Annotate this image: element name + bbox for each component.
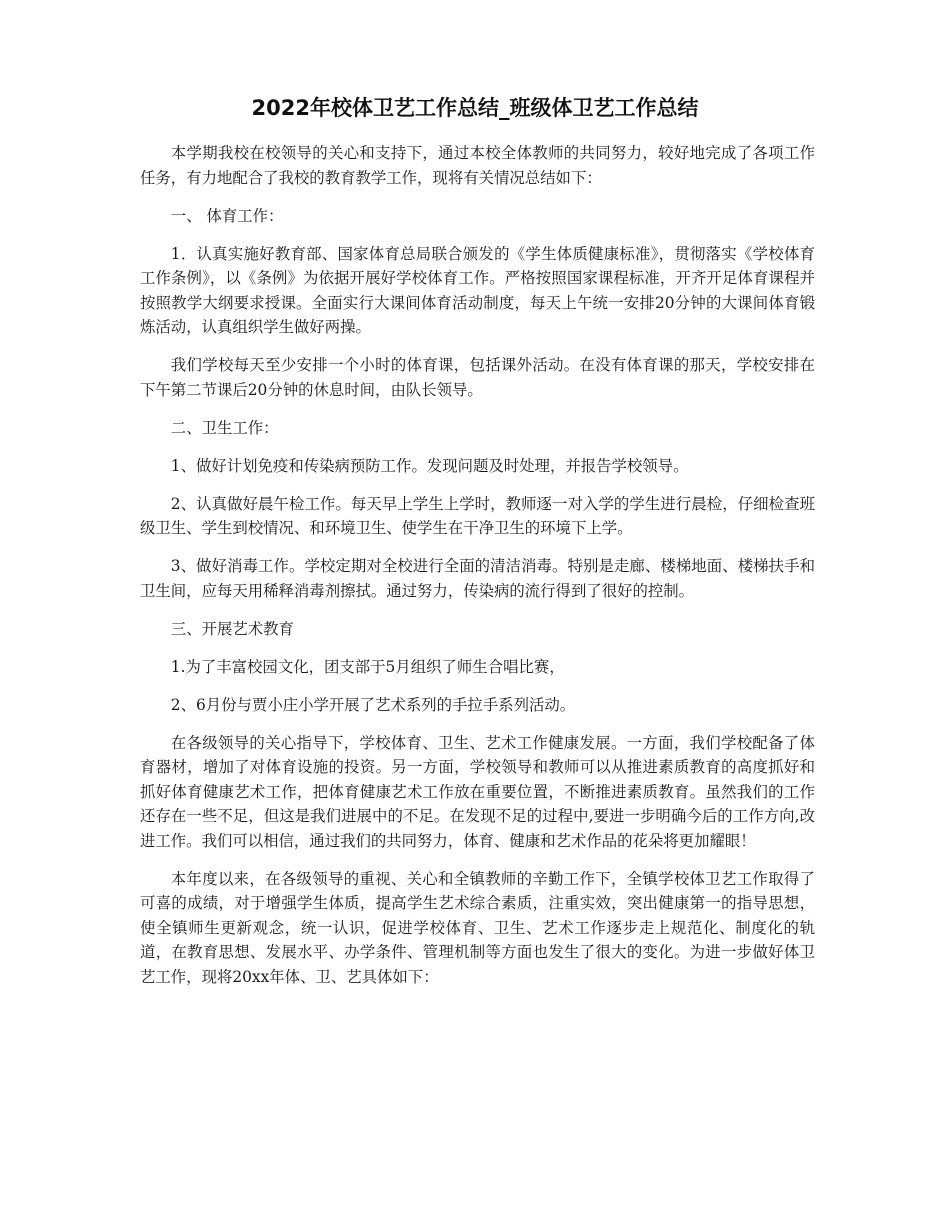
paragraph-intro: 本学期我校在校领导的关心和支持下，通过本校全体教师的共同努力，较好地完成了各项工作任务，有力地配合了我校的教育教学工作，现将有关情况总结如下：: [140, 144, 815, 187]
paragraph-health-3: 3、做好消毒工作。学校定期对全校进行全面的清洁消毒。特别是走廊、楼梯地面、楼梯扶手和卫生间，应每天用稀释消毒剂擦拭。通过努力，传染病的流行得到了很好的控制。: [140, 557, 815, 600]
paragraph-sports-1: 1．认真实施好教育部、国家体育总局联合颁发的《学生体质健康标准》，贯彻落实《学校体育工作条例》，以《条例》为依据开展好学校体育工作。严格按照国家课程标准，开齐开足体育课程并按照教学大纲要求授课。全面实行大课间体育活动制度，每天上午统一安排20分钟的大课间体育锻炼活动，认真组织学生做好两操。: [140, 244, 815, 336]
document-body: [140, 141, 815, 1003]
paragraph-health-1: 1、做好计划免疫和传染病预防工作。发现问题及时处理，并报告学校领导。: [170, 456, 689, 475]
paragraph-summary: 在各级领导的关心指导下，学校体育、卫生、艺术工作健康发展。一方面，我们学校配备了体育器材，增加了对体育设施的投资。另一方面，学校领导和教师可以从推进素质教育的高度抓好和抓好体育健康艺术工作，把体育健康艺术工作放在重要位置，不断推进素质教育。虽然我们的工作还存在一些不足，但这是我们进展中的不足。在发现不足的过程中,要进一步明确今后的工作方向,改进工作。我们可以相信，通过我们的共同努力，体育、健康和艺术作品的花朵将更加耀眼！: [140, 733, 815, 850]
paragraph-health-2: 2、认真做好晨午检工作。每天早上学生上学时，教师逐一对入学的学生进行晨检，仔细检查班级卫生、学生到校情况、和环境卫生、使学生在干净卫生的环境下上学。: [140, 494, 815, 537]
document-title: 2022年校体卫艺工作总结_班级体卫艺工作总结: [251, 96, 699, 120]
section-heading-sports: 一、 体育工作：: [170, 206, 284, 225]
section-heading-health: 二、卫生工作：: [170, 418, 279, 437]
paragraph-sports-2: 我们学校每天至少安排一个小时的体育课，包括课外活动。在没有体育课的那天，学校安排在下午第二节课后20分钟的休息时间，由队长领导。: [140, 356, 815, 399]
paragraph-arts-2: 2、6月份与贾小庄小学开展了艺术系列的手拉手系列活动。: [170, 695, 576, 714]
section-heading-arts: 三、开展艺术教育: [170, 619, 294, 638]
paragraph-annual-review: 本年度以来，在各级领导的重视、关心和全镇教师的辛勤工作下，全镇学校体卫艺工作取得了可喜的成绩，对于增强学生体质，提高学生艺术综合素质，注重实效，突出健康第一的指导思想，使全镇师生更新观念，统一认识，促进学校体育、卫生、艺术工作逐步走上规范化、制度化的轨道，在教育思想、发展水平、办学条件、管理机制等方面也发生了很大的变化。为进一步做好体卫艺工作，现将20xx年体、卫、艺具体如下：: [140, 869, 815, 986]
paragraph-arts-1: 1.为了丰富校园文化，团支部于5月组织了师生合唱比赛，: [170, 657, 565, 676]
